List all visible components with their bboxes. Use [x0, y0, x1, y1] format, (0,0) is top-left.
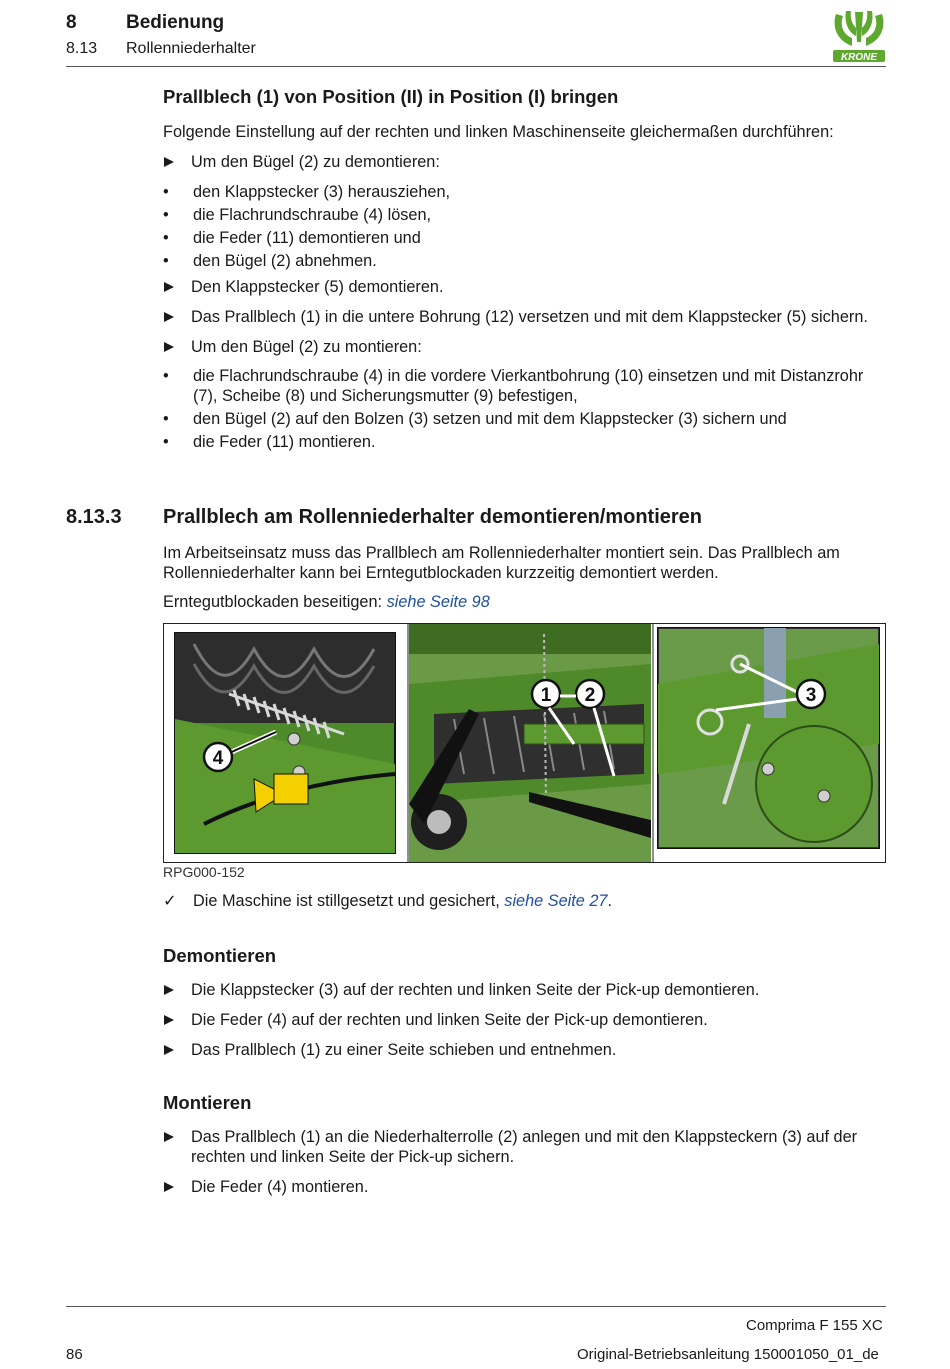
step-arrow-icon	[164, 282, 174, 292]
list-item	[163, 205, 887, 225]
step	[163, 1177, 887, 1197]
page-link[interactable]: siehe Seite 27	[504, 892, 608, 910]
figure	[163, 623, 886, 863]
step-arrow-icon	[164, 157, 174, 167]
section-number: 8.13	[66, 40, 98, 57]
step-text: Die Feder (4) montieren.	[191, 1178, 369, 1196]
block1-heading: Prallblech (1) von Position (II) in Position (I) bringen	[163, 86, 619, 107]
list-item	[163, 409, 887, 429]
bullet-icon: •	[163, 252, 169, 270]
bullet-icon: •	[163, 229, 169, 247]
block1-intro: Folgende Einstellung auf der rechten und linken Maschinenseite gleichermaßen durchführen:	[163, 123, 834, 141]
logo-text: KRONE	[840, 52, 878, 63]
list-item	[163, 182, 887, 202]
step-text: Um den Bügel (2) zu montieren:	[191, 338, 422, 356]
step-arrow-icon	[164, 1132, 174, 1142]
step-arrow-icon	[164, 1182, 174, 1192]
callout-label: 4	[212, 748, 224, 769]
figure-illustration	[164, 624, 885, 862]
step-text: Die Feder (4) auf der rechten und linken Seite der Pick-up demontieren.	[191, 1011, 708, 1029]
step-text: Den Klappstecker (5) demontieren.	[191, 278, 444, 296]
step-text: Das Prallblech (1) an die Niederhalterrolle (2) anlegen und mit den Klappsteckern (3) auf der rechten und linken Seite der Pick-up sichern.	[191, 1128, 858, 1166]
list-item-text: den Klappstecker (3) herausziehen,	[193, 183, 451, 201]
footer-divider	[66, 1306, 886, 1307]
step-arrow-icon	[164, 312, 174, 322]
step-text: Das Prallblech (1) in die untere Bohrung (12) versetzen und mit dem Klappstecker (5) sichern.	[191, 308, 868, 326]
step-text: Die Klappstecker (3) auf der rechten und linken Seite der Pick-up demontieren.	[191, 981, 760, 999]
reference-text: Erntegutblockaden beseitigen:	[163, 593, 387, 611]
step-arrow-icon	[164, 985, 174, 995]
callout-label: 2	[584, 685, 596, 706]
callout-3	[797, 680, 825, 708]
page-link[interactable]: siehe Seite 98	[386, 593, 490, 611]
bullet-icon: •	[163, 183, 169, 201]
list-item	[163, 432, 887, 452]
bullet-icon: •	[163, 367, 169, 385]
block1	[163, 86, 887, 452]
callout-1	[532, 680, 560, 708]
list-item-text: die Flachrundschraube (4) lösen,	[193, 206, 432, 224]
callout-label: 3	[805, 685, 817, 706]
footer-model: Comprima F 155 XC	[746, 1317, 883, 1334]
subsection-title: Prallblech am Rollenniederhalter demontieren/montieren	[163, 506, 703, 528]
list-item-text: den Bügel (2) abnehmen.	[193, 252, 377, 270]
machine-overview-panel	[409, 624, 651, 862]
list-item	[163, 366, 887, 406]
list-item-text: die Feder (11) montieren.	[193, 433, 376, 451]
step-arrow-icon	[164, 342, 174, 352]
step-text: Um den Bügel (2) zu demontieren:	[191, 153, 440, 171]
spring-detail-panel	[175, 633, 395, 853]
step	[163, 152, 887, 172]
precondition-end: .	[607, 892, 613, 910]
footer-document: Original-Betriebsanleitung 150001050_01_de	[577, 1346, 879, 1363]
figure-caption: RPG000-152	[163, 864, 245, 880]
step	[163, 1010, 887, 1030]
callout-4	[204, 743, 232, 771]
krone-logo	[830, 8, 888, 64]
procedure-block	[163, 891, 887, 1197]
step	[163, 337, 887, 357]
step	[163, 277, 887, 297]
pin-detail-panel	[658, 628, 879, 848]
step	[163, 307, 887, 327]
header-divider	[66, 66, 886, 67]
step	[163, 1040, 887, 1060]
checkmark-icon: ✓	[163, 892, 177, 910]
precondition-text: Die Maschine ist stillgesetzt und gesichert,	[193, 892, 505, 910]
list-item	[163, 228, 887, 248]
list-item-text: die Feder (11) demontieren und	[193, 229, 421, 247]
chapter-number: 8	[66, 12, 77, 33]
step-arrow-icon	[164, 1045, 174, 1055]
bullet-icon: •	[163, 206, 169, 224]
bullet-icon: •	[163, 410, 169, 428]
section2-intro: Im Arbeitseinsatz muss das Prallblech am Rollenniederhalter montiert sein. Das Prallblech am Rollenniederhalter kann bei Erntegutblockaden kurzzeitig demontiert werden.	[163, 544, 840, 582]
page-number: 86	[66, 1346, 83, 1363]
step-text: Das Prallblech (1) zu einer Seite schieben und entnehmen.	[191, 1041, 617, 1059]
chapter-title: Bedienung	[126, 12, 225, 33]
list-item-text: den Bügel (2) auf den Bolzen (3) setzen und mit dem Klappstecker (3) sichern und	[193, 410, 787, 428]
montieren-heading: Montieren	[163, 1092, 252, 1113]
callout-label: 1	[540, 685, 552, 706]
section-title: Rollenniederhalter	[126, 40, 256, 57]
list-item	[163, 251, 887, 271]
demontieren-heading: Demontieren	[163, 945, 277, 966]
bullet-icon: •	[163, 433, 169, 451]
callout-2	[576, 680, 604, 708]
section2-intro-block	[163, 543, 887, 612]
list-item-text: die Flachrundschraube (4) in die vordere Vierkantbohrung (10) einsetzen und mit Distanzrohr (7), Scheibe (8) und Sicherungsmutter (9) befestigen,	[193, 367, 864, 405]
step	[163, 1127, 887, 1167]
reference-line	[163, 592, 887, 612]
step	[163, 980, 887, 1000]
subsection-number: 8.13.3	[66, 506, 122, 528]
step-arrow-icon	[164, 1015, 174, 1025]
precondition	[163, 891, 887, 911]
